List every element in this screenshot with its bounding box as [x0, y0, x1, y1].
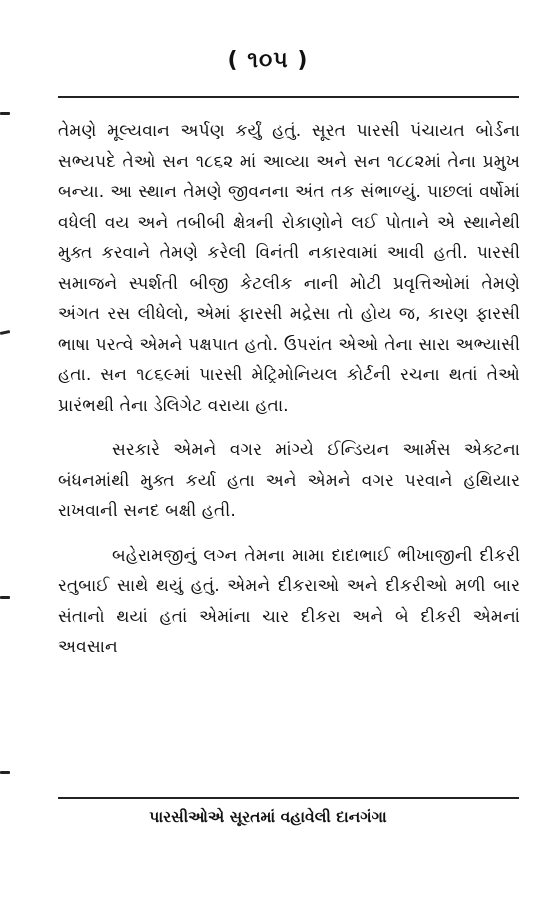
top-rule: [58, 96, 519, 98]
bottom-rule: [58, 797, 519, 799]
footer-title: પારસીઓએ સૂરતમાં વહાવેલી દાનગંગા: [149, 808, 387, 826]
body-text: [58, 116, 520, 663]
paragraph-2: સરકારે એમને વગર માંગ્યે ઈન્ડિયન આર્મસ એક્ટના બંધનમાંથી મુક્ત કર્યા હતા અને એમને વગર પરવાને હથિયાર રાખવાની સનદ બક્ષી હતી.: [58, 440, 520, 521]
margin-mark: [0, 112, 10, 115]
margin-mark: [0, 330, 10, 335]
margin-mark: [0, 596, 10, 599]
margin-mark: [0, 771, 10, 774]
page-number: ( ૧૦૫ ): [227, 48, 309, 73]
paragraph-1: તેમણે મૂલ્યવાન અર્પણ કર્યું હતું. સૂરત પારસી પંચાયત બોર્ડના સભ્યપદે તેઓ સન ૧૮૬૨ માં આવ્યા અને સન ૧૮૮૨માં તેના પ્રમુખ બન્યા. આ સ્થાન તેમણે જીવનના અંત તક સંભાળ્યું. પાછલાં વર્ષોમાં વધેલી વય અને તબીબી ક્ષેત્રની રોકાણોને લઈ પોતાને એ સ્થાનેથી મુક્ત કરવાને તેમણે કરેલી વિનંતી નકારવામાં આવી હતી. પારસી સમાજને સ્પર્શતી બીજી કેટલીક નાની મોટી પ્રવૃત્તિઓમાં તેમણે અંગત રસ લીધેલો, એમાં ફારસી મદ્રેસા તો હોય જ, કારણ ફારસી ભાષા પરત્વે એમને પક્ષપાત હતો. ઉપરાંત એઓ તેના સારા અભ્યાસી હતા. સન ૧૮૬૯માં પારસી મેટ્રિમોનિયલ કોર્ટની રચના થતાં તેઓ પ્રારંભથી તેના ડેલિગેટ વરાયા હતા.: [58, 121, 520, 416]
paragraph-3: બહેરામજીનું લગ્ન તેમના મામા દાદાભાઈ ભીખાજીની દીકરી રતુબાઈ સાથે થયું હતું. એમને દીકરાઓ અને દીકરીઓ મળી બાર સંતાનો થયાં હતાં એમાંના ચાર દીકરા અને બે દીકરી એમનાં અવસાન: [58, 545, 520, 657]
